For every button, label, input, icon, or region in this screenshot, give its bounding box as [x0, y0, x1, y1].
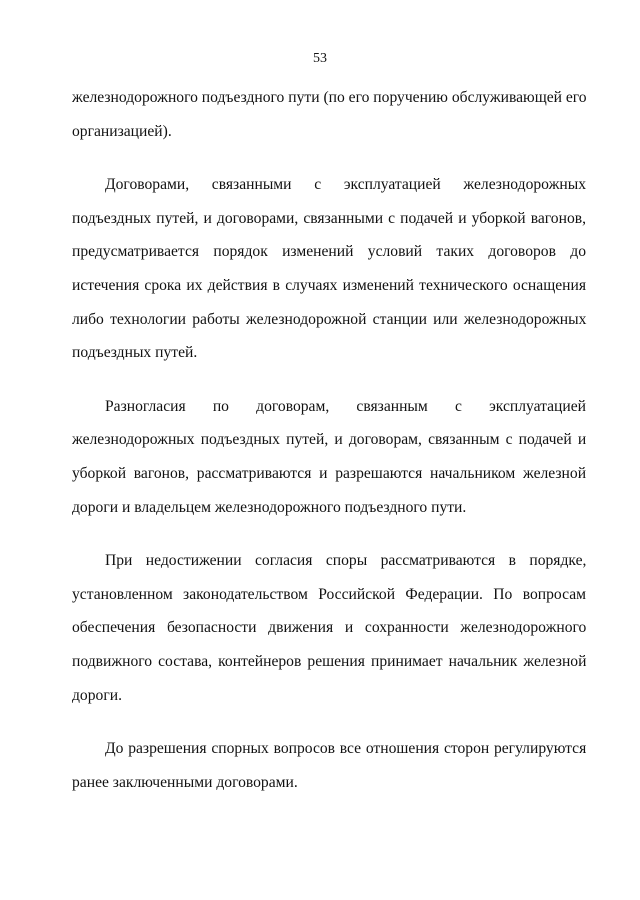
- paragraph-5: [72, 732, 586, 799]
- text-line: железнодорожных подъездных путей, и договорам, связанным с подачей и: [72, 431, 587, 449]
- page-number: 53: [313, 51, 327, 66]
- document-body: [72, 81, 586, 799]
- text-line: либо технологии работы железнодорожной станции или железнодорожных: [72, 310, 587, 328]
- text-line: уборкой вагонов, рассматриваются и разрешаются начальником железной: [72, 464, 587, 482]
- text-line: железнодорожного подъездного пути (по его поручению обслуживающей его: [72, 89, 587, 106]
- text-line: подъездных путей, и договорами, связанными с подачей и уборкой вагонов,: [72, 209, 586, 227]
- text-line: подвижного состава, контейнеров решения принимает начальник железной: [72, 652, 587, 670]
- text-line: обеспечения безопасности движения и сохранности железнодорожного: [72, 619, 587, 637]
- text-line: Разногласия по договорам, связанным с эксплуатацией: [105, 397, 586, 415]
- text-line: истечения срока их действия в случаях изменений технического оснащения: [72, 276, 586, 294]
- text-line: При недостижении согласия споры рассматриваются в порядке,: [105, 552, 587, 570]
- paragraph-3: [72, 390, 586, 524]
- paragraph-1: [72, 81, 586, 148]
- text-line: дороги и владельцем железнодорожного подъездного пути.: [72, 498, 467, 516]
- text-line: Договорами, связанными с эксплуатацией железнодорожных: [105, 176, 586, 194]
- text-line: установленном законодательством Российской Федерации. По вопросам: [72, 585, 586, 603]
- text-line: предусматривается порядок изменений условий таких договоров до: [72, 243, 586, 261]
- text-line: ранее заключенными договорами.: [72, 773, 298, 791]
- text-line: организацией).: [72, 122, 172, 140]
- text-line: До разрешения спорных вопросов все отношения сторон регулируются: [105, 740, 587, 758]
- text-line: дороги.: [72, 686, 122, 704]
- paragraph-2: [72, 168, 586, 370]
- text-line: подъездных путей.: [72, 344, 198, 362]
- paragraph-4: [72, 544, 586, 712]
